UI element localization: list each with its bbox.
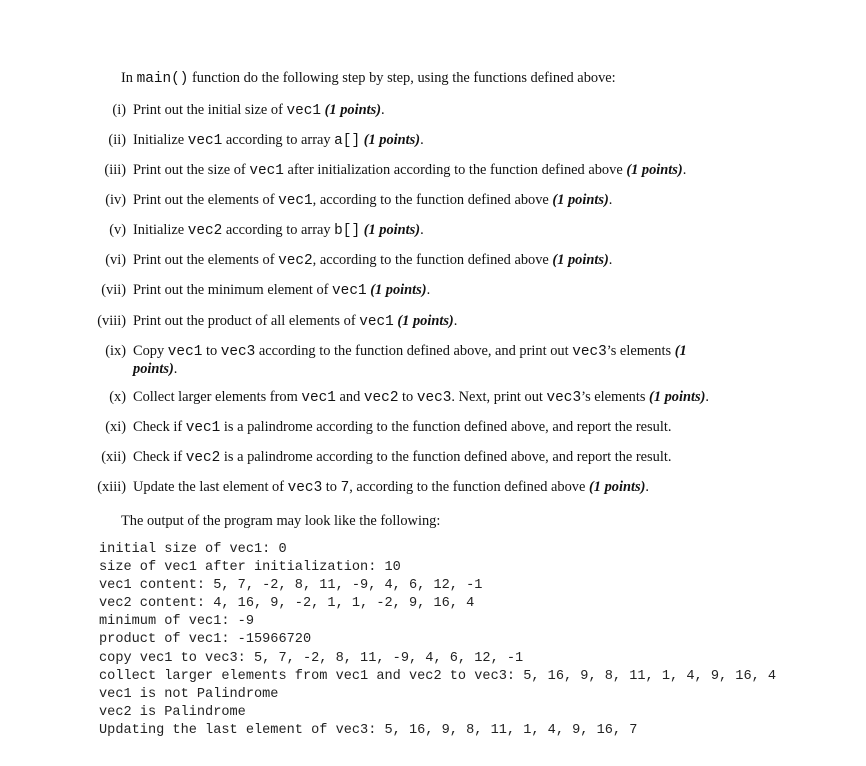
step-body xyxy=(133,418,671,437)
step-text: is a palindrome according to the function defined above, and report the result. xyxy=(220,419,672,435)
step-number: (xiii) xyxy=(97,479,126,495)
step-number: (vii) xyxy=(101,282,126,298)
step-body xyxy=(133,388,709,407)
code-token: vec2 xyxy=(363,390,399,406)
step-number: (xi) xyxy=(105,419,126,435)
code-token: vec1 xyxy=(187,133,223,149)
step-number: (i) xyxy=(112,102,126,118)
code-token: vec1 xyxy=(167,344,203,360)
points-label: (1 points) xyxy=(324,102,382,118)
intro-pre: In xyxy=(121,70,137,86)
code-token: vec1 xyxy=(185,420,221,436)
step-text: Check if xyxy=(133,449,186,465)
step-text: Print out the size of xyxy=(133,162,250,178)
code-token: vec3 xyxy=(287,480,323,496)
step-text: Update the last element of xyxy=(133,479,288,495)
output-line: product of vec1: -15966720 xyxy=(99,632,312,648)
step-text: ’s elements xyxy=(581,389,650,405)
step-text: after initialization according to the function defined above xyxy=(283,162,627,178)
points-label: (1 xyxy=(674,343,687,359)
output-line: collect larger elements from vec1 and vec2 to vec3: 5, 16, 9, 8, 11, 1, 4, 9, 16, 4 xyxy=(99,668,777,684)
points-label: (1 points) xyxy=(552,252,609,268)
output-line: Updating the last element of vec3: 5, 16, 9, 8, 11, 1, 4, 9, 16, 7 xyxy=(99,722,638,738)
output-line: size of vec1 after initialization: 10 xyxy=(99,560,401,576)
code-token: vec3 xyxy=(220,344,256,360)
step-text: according to the function defined above, and print out xyxy=(255,343,573,359)
code-token: vec2 xyxy=(185,450,221,466)
points-label: (1 points) xyxy=(649,389,706,405)
code-token: vec1 xyxy=(286,103,322,119)
step-body xyxy=(133,161,686,180)
step-body xyxy=(133,448,671,467)
points-label: (1 points) xyxy=(363,132,421,148)
step-text: ’s elements xyxy=(606,343,675,359)
step-text: Print out the elements of xyxy=(133,252,279,268)
points-label: (1 points) xyxy=(552,192,609,208)
step-text: Print out the product of all elements of xyxy=(133,313,360,329)
output-line: vec1 content: 5, 7, -2, 8, 11, -9, 4, 6, 12, -1 xyxy=(99,578,483,594)
step-text: Print out the minimum element of xyxy=(133,282,333,298)
step-text: . xyxy=(705,389,710,405)
step-body-continued xyxy=(133,360,177,378)
step-number: (xii) xyxy=(101,449,126,465)
step-text: . xyxy=(608,252,613,268)
step-text: . xyxy=(420,222,424,238)
step-text: . xyxy=(381,102,385,118)
step-text: . xyxy=(420,132,424,148)
code-token: vec1 xyxy=(249,163,284,179)
step-body xyxy=(133,342,687,361)
step-text: Copy xyxy=(133,343,168,359)
points-label: (1 points) xyxy=(626,162,683,178)
step-body xyxy=(133,478,649,497)
code-token: vec1 xyxy=(359,314,394,330)
step-number: (iv) xyxy=(105,192,126,208)
output-line: vec2 is Palindrome xyxy=(99,704,246,720)
step-number: (viii) xyxy=(97,313,126,329)
step-number: (x) xyxy=(109,389,126,405)
step-text: , according to the function defined above xyxy=(312,192,553,208)
code-token: vec1 xyxy=(278,193,313,209)
step-body xyxy=(133,191,612,210)
step-text: is a palindrome according to the function defined above, and report the result. xyxy=(220,449,672,465)
code-token: vec1 xyxy=(332,283,367,299)
code-token: vec2 xyxy=(187,223,223,239)
output-line: initial size of vec1: 0 xyxy=(99,542,287,557)
step-text: to xyxy=(202,343,221,359)
step-body xyxy=(133,251,612,270)
step-text: to xyxy=(398,389,417,405)
step-body xyxy=(133,312,457,331)
step-body xyxy=(133,101,385,120)
intro-code: main() xyxy=(136,71,189,87)
step-text: Print out the elements of xyxy=(133,192,279,208)
output-line: vec2 content: 4, 16, 9, -2, 1, 1, -2, 9, 16, 4 xyxy=(99,596,475,612)
step-text: Initialize xyxy=(133,132,188,148)
step-text: according to array xyxy=(222,132,335,148)
code-token: vec3 xyxy=(572,344,607,360)
output-line: copy vec1 to vec3: 5, 7, -2, 8, 11, -9, 4, 6, 12, -1 xyxy=(99,650,524,666)
step-number: (v) xyxy=(109,222,126,238)
step-text: . xyxy=(426,282,431,298)
step-text: Print out the initial size of xyxy=(133,102,287,118)
step-text: . xyxy=(453,313,458,329)
step-body xyxy=(133,131,424,150)
intro-paragraph xyxy=(121,69,616,88)
code-token: b[] xyxy=(334,223,361,239)
points-label: points) xyxy=(133,361,174,377)
step-number: (ii) xyxy=(108,132,126,148)
step-number: (vi) xyxy=(105,252,126,268)
output-line: vec1 is not Palindrome xyxy=(99,686,279,702)
code-token: vec3 xyxy=(546,390,582,406)
step-text: according to array xyxy=(222,222,335,238)
step-text: Check if xyxy=(133,419,186,435)
step-text: . xyxy=(645,479,649,495)
code-token: a[] xyxy=(334,133,361,149)
step-body xyxy=(133,281,430,300)
step-text: and xyxy=(335,389,364,405)
output-line: minimum of vec1: -9 xyxy=(99,614,254,630)
code-token: 7 xyxy=(340,480,350,496)
code-token: vec3 xyxy=(416,390,452,406)
step-text: . Next, print out xyxy=(451,389,547,405)
step-text: . xyxy=(608,192,613,208)
step-text: , according to the function defined above xyxy=(349,479,589,495)
code-token: vec1 xyxy=(301,390,336,406)
step-text: Initialize xyxy=(133,222,188,238)
points-label: (1 points) xyxy=(363,222,421,238)
output-intro: The output of the program may look like the following: xyxy=(121,513,441,529)
step-number: (ix) xyxy=(105,343,126,359)
step-body xyxy=(133,221,424,240)
program-output xyxy=(99,541,776,740)
step-text: . xyxy=(173,361,178,377)
step-text: to xyxy=(322,479,341,495)
step-number: (iii) xyxy=(104,162,126,178)
points-label: (1 points) xyxy=(589,479,646,495)
step-text: , according to the function defined above xyxy=(312,252,553,268)
step-text: Collect larger elements from xyxy=(133,389,302,405)
code-token: vec2 xyxy=(278,253,313,269)
points-label: (1 points) xyxy=(370,282,427,298)
step-text: . xyxy=(682,162,687,178)
intro-post: function do the following step by step, using the functions defined above: xyxy=(188,70,616,86)
points-label: (1 points) xyxy=(397,313,454,329)
